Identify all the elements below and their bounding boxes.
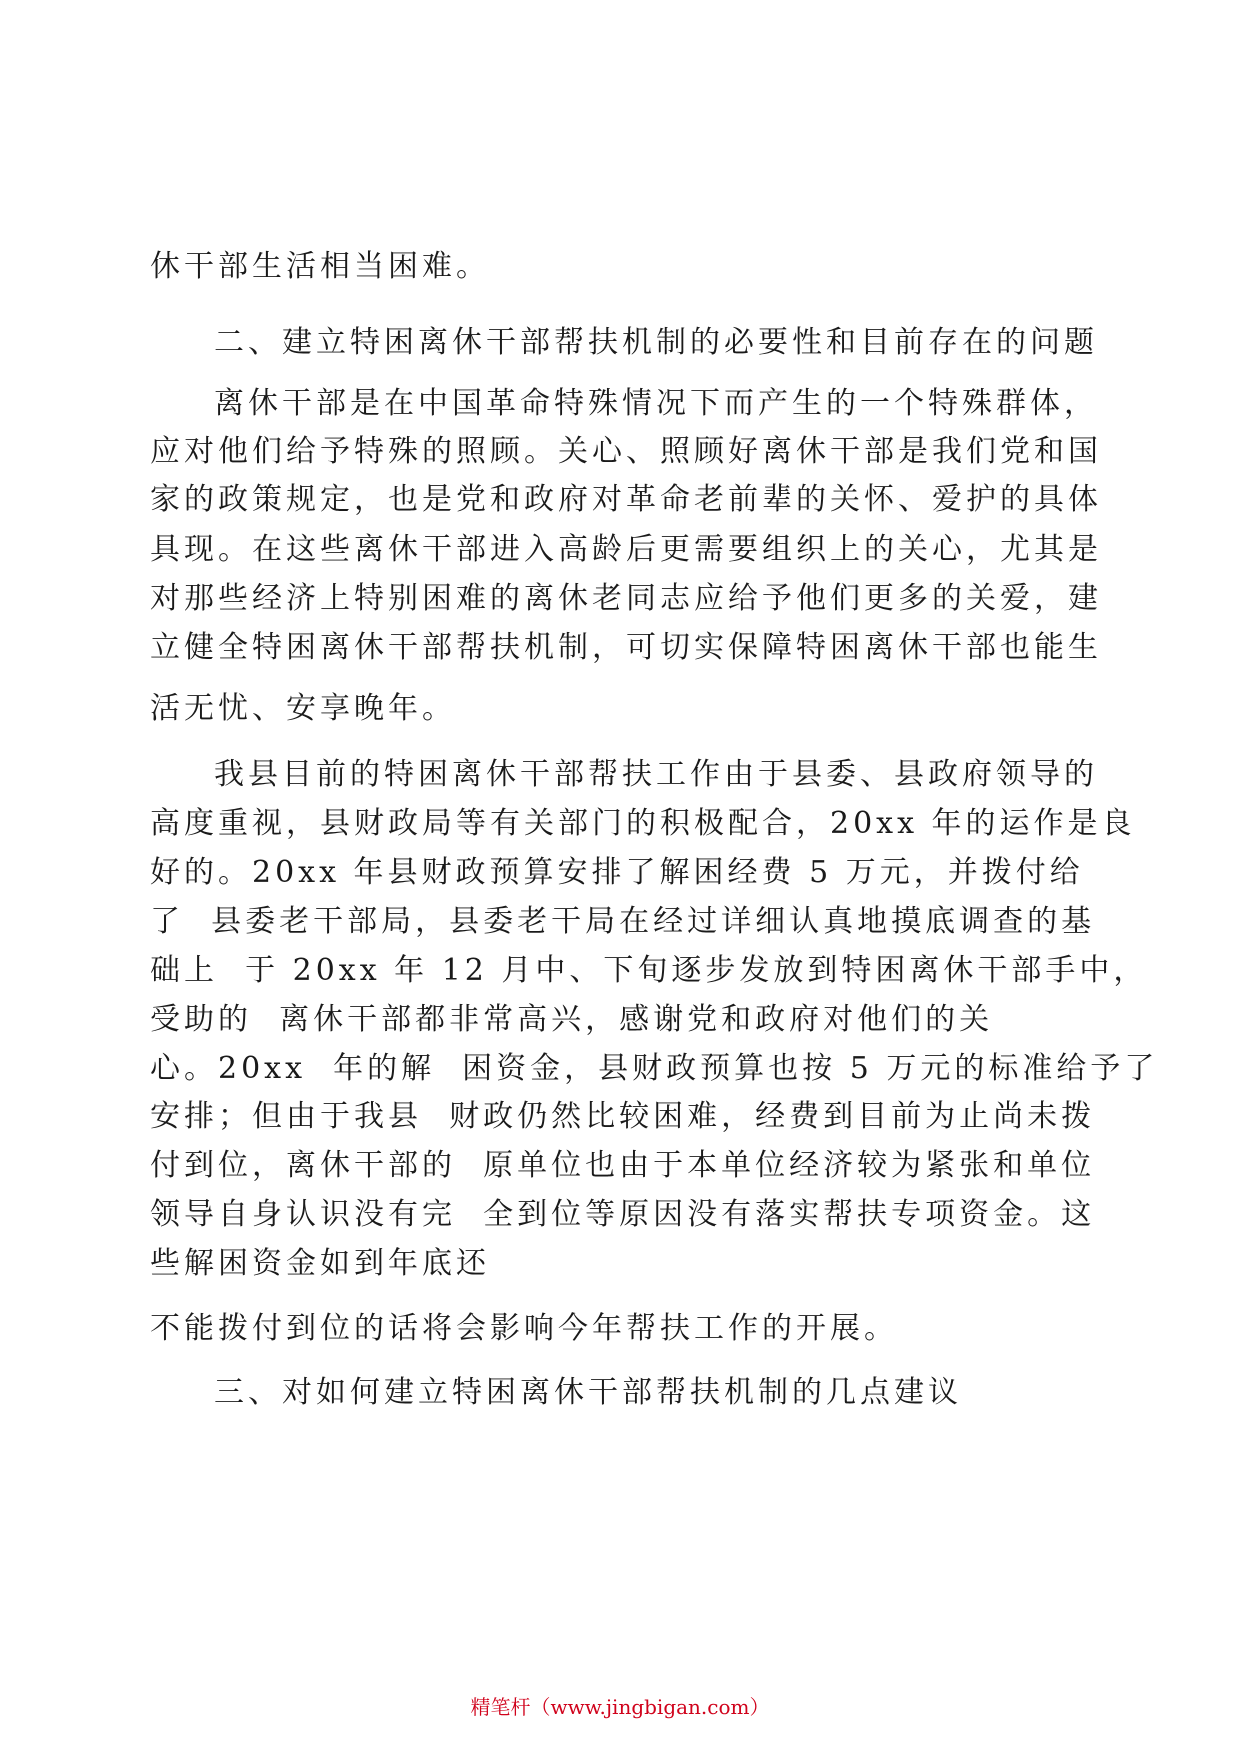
body-line: 家的政策规定，也是党和政府对革命老前辈的关怀、爱护的具体 [150, 482, 1102, 517]
body-line: 付到位，离休干部的 原单位也由于本单位经济较为紧张和单位 [150, 1148, 1096, 1183]
body-line: 应对他们给予特殊的照顾。关心、照顾好离休干部是我们党和国 [150, 434, 1102, 469]
body-line: 安排；但由于我县 财政仍然比较困难，经费到目前为止尚未拨 [150, 1099, 1096, 1134]
body-line: 领导自身认识没有完 全到位等原因没有落实帮扶专项资金。这 [150, 1197, 1096, 1232]
body-line: 活无忧、安享晚年。 [150, 691, 456, 726]
footer-watermark: 精笔杆（www.jingbigan.com） [470, 1695, 770, 1719]
body-line: 础上 于 20xx 年 12 月中、下旬逐步发放到特困离休干部手中， [150, 953, 1148, 988]
body-line: 了 县委老干部局，县委老干局在经过详细认真地摸底调查的基 [150, 904, 1096, 939]
body-line: 好的。20xx 年县财政预算安排了解困经费 5 万元，并拨付给 [150, 855, 1084, 890]
body-line: 具现。在这些离休干部进入高龄后更需要组织上的关心，尤其是 [150, 532, 1102, 567]
section-heading: 二、建立特困离休干部帮扶机制的必要性和目前存在的问题 [214, 325, 1098, 360]
body-line: 休干部生活相当困难。 [150, 249, 490, 284]
body-line: 心。20xx 年的解 困资金，县财政预算也按 5 万元的标准给予了 [150, 1051, 1159, 1086]
body-line: 立健全特困离休干部帮扶机制，可切实保障特困离休干部也能生 [150, 630, 1102, 665]
body-line: 高度重视，县财政局等有关部门的积极配合，20xx 年的运作是良 [150, 806, 1136, 841]
paragraph-first-line: 离休干部是在中国革命特殊情况下而产生的一个特殊群体， [214, 386, 1098, 421]
body-line: 受助的 离休干部都非常高兴，感谢党和政府对他们的关 [150, 1002, 994, 1037]
body-line: 不能拨付到位的话将会影响今年帮扶工作的开展。 [150, 1311, 898, 1346]
body-line: 些解困资金如到年底还 [150, 1246, 490, 1281]
paragraph-first-line: 我县目前的特困离休干部帮扶工作由于县委、县政府领导的 [214, 757, 1098, 792]
body-line: 对那些经济上特别困难的离休老同志应给予他们更多的关爱，建 [150, 581, 1102, 616]
section-heading: 三、对如何建立特困离休干部帮扶机制的几点建议 [214, 1375, 962, 1410]
